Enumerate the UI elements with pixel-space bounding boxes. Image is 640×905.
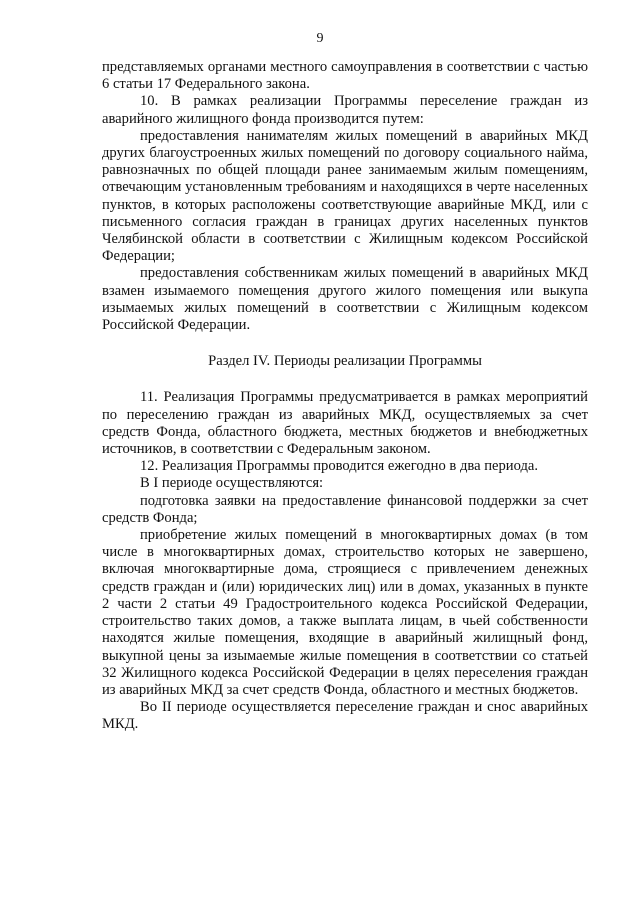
paragraph-period-2: Во II периоде осуществляется переселение граждан и снос аварийных МКД. (102, 699, 588, 733)
page-number: 9 (316, 31, 324, 46)
paragraph-tenants: предоставления нанимателям жилых помещений в аварийных МКД других благоустроенных жилых помещений по договору социального найма, равнозначных по общей площади ранее занимаемым жилым помещениям, отвечающим установленным требованиям и находящихся в черте населенных пунктов, в которых расположены соответствующие аварийные МКД, или с письменного согласия граждан в границах других населенных пунктов Челябинской области в соответствии с Жилищным кодексом Российской Федерации; (102, 127, 588, 265)
paragraph-10: 10. В рамках реализации Программы переселение граждан из аварийного жилищного фонда производится путем: (102, 93, 588, 127)
paragraph-period-1-intro: В I периоде осуществляются: (140, 475, 324, 492)
section-heading: Раздел IV. Периоды реализации Программы (208, 353, 482, 370)
paragraph-continuation: представляемых органами местного самоуправления в соответствии с частью 6 статьи 17 Федерального закона. (102, 59, 588, 93)
paragraph-12: 12. Реализация Программы проводится ежегодно в два периода. (140, 458, 539, 475)
paragraph-acquisition: приобретение жилых помещений в многоквартирных домах (в том числе в многоквартирных домах, строительство которых не завершено, включая многоквартирные дома, строящиеся с привлечением денежных средств граждан и (или) юридических лиц) или в домах, указанных в пункте 2 части 2 статьи 49 Градостроительного кодекса Российской Федерации, строительство таких домов, а также выплата лицам, в чьей собственности находятся жилые помещения, входящие в аварийный жилищный фонд, выкупной цены за изымаемые жилые помещения в соответствии со статьей 32 Жилищного кодекса Российской Федерации в целях переселения граждан из аварийных МКД за счет средств Фонда, областного и местных бюджетов. (102, 527, 588, 698)
paragraph-11: 11. Реализация Программы предусматривается в рамках мероприятий по переселению граждан из аварийных МКД, осуществляемых за счет средств Фонда, областного бюджета, местных бюджетов и внебюджетных источников, в соответствии с Федеральным законом. (102, 389, 588, 458)
paragraph-owners: предоставления собственникам жилых помещений в аварийных МКД взамен изымаемого помещения другого жилого помещения или выкупа изымаемых жилых помещений в соответствии с Жилищным кодексом Российской Федерации. (102, 265, 588, 334)
paragraph-application: подготовка заявки на предоставление финансовой поддержки за счет средств Фонда; (102, 492, 588, 526)
document-body (102, 59, 588, 734)
